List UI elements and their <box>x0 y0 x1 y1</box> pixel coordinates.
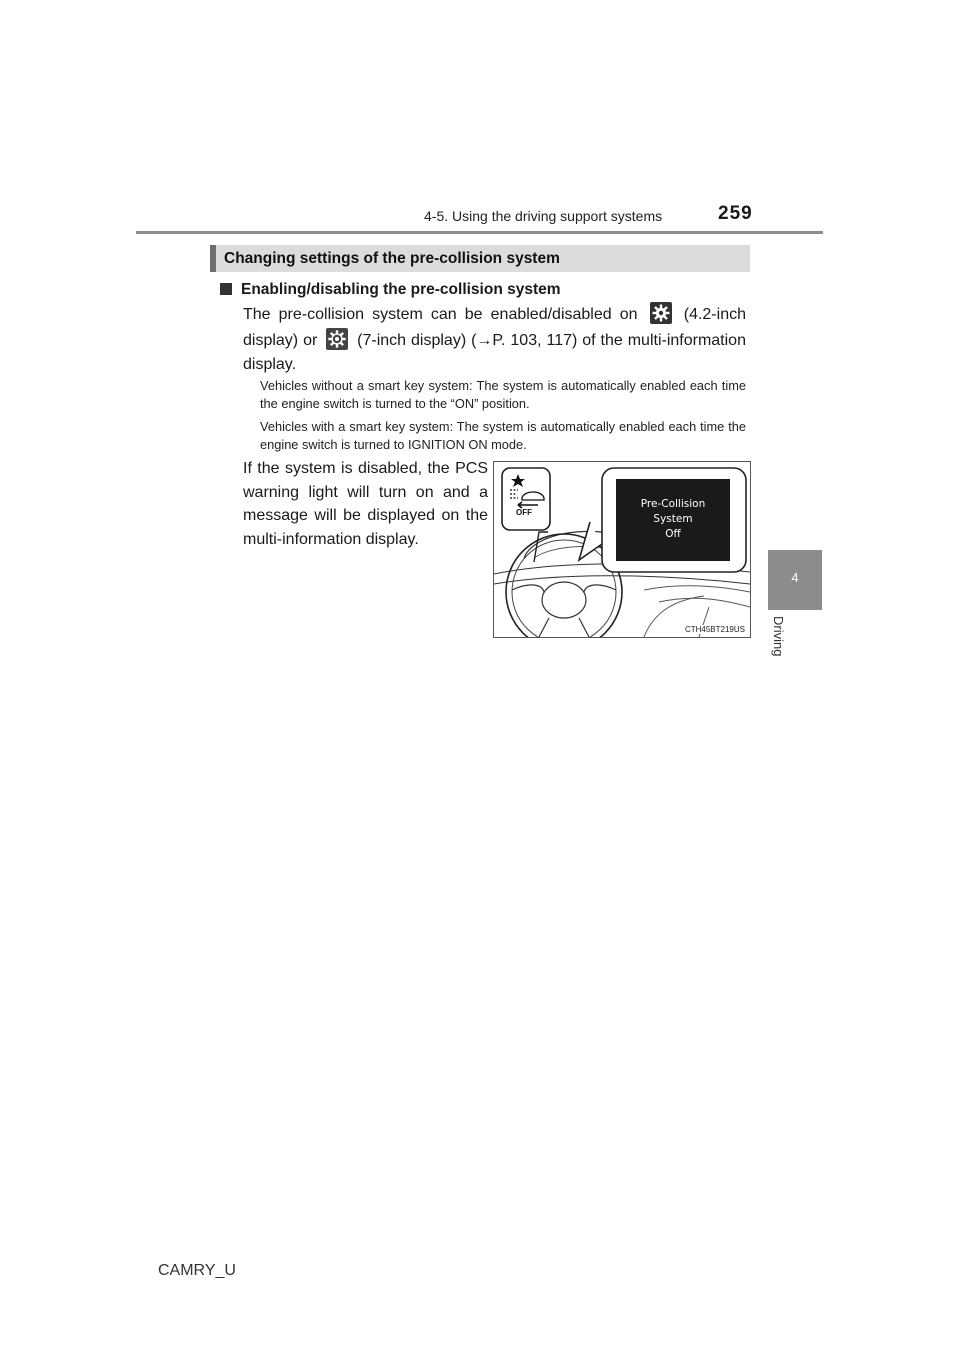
body-text-part1: The pre-collision system can be enabled/disabled on <box>243 306 638 323</box>
page-number: 259 <box>718 203 753 224</box>
header-divider <box>136 231 823 234</box>
chapter-number: 4 <box>791 570 799 585</box>
settings-gear-outline-icon <box>326 328 348 350</box>
message-line-1: Pre-Collision <box>640 498 706 510</box>
pcs-off-illustration <box>493 461 751 638</box>
note-with-smart-key: Vehicles with a smart key system: The system is automatically enabled each time the engine switch is turned to IGNITION ON mode. <box>260 419 746 452</box>
message-line-2: System <box>653 513 693 525</box>
section-heading-bar <box>210 245 750 272</box>
footer-model: CAMRY_U <box>158 1262 236 1279</box>
figure-code: CTH45BT219US <box>684 625 745 634</box>
settings-gear-filled-icon <box>650 302 672 324</box>
body-text-part3: (7-inch display) ( <box>357 331 477 349</box>
chapter-tab[interactable] <box>768 550 822 610</box>
note-without-smart-key: Vehicles without a smart key system: The system is automatically enabled each time the engine switch is turned to the “ON” position. <box>260 378 746 411</box>
subsection-heading <box>220 281 561 299</box>
body-text-part4[interactable]: P. 103, 117) of the multi-information display. <box>243 331 746 373</box>
section-heading: Changing settings of the pre-collision system <box>224 250 560 267</box>
subsection-body <box>243 302 746 378</box>
chapter-label: Driving <box>771 616 786 657</box>
arrow-right-icon: → <box>476 331 493 349</box>
pcs-warning-light-icon <box>508 472 548 512</box>
body-text-part2: (4.2-inch display) or <box>243 306 746 349</box>
message-line-3: Off <box>665 528 681 540</box>
pcs-off-message-display <box>616 479 730 561</box>
disabled-warning-paragraph: If the system is disabled, the PCS warning light will turn on and a message will be displayed on the multi-information display. <box>243 460 488 548</box>
square-bullet-icon <box>220 283 232 295</box>
warning-light-off-label: OFF <box>516 508 532 517</box>
header-section-title: 4-5. Using the driving support systems <box>424 208 663 224</box>
subsection-heading-text: Enabling/disabling the pre-collision system <box>241 281 561 298</box>
section-heading-accent <box>210 245 216 272</box>
